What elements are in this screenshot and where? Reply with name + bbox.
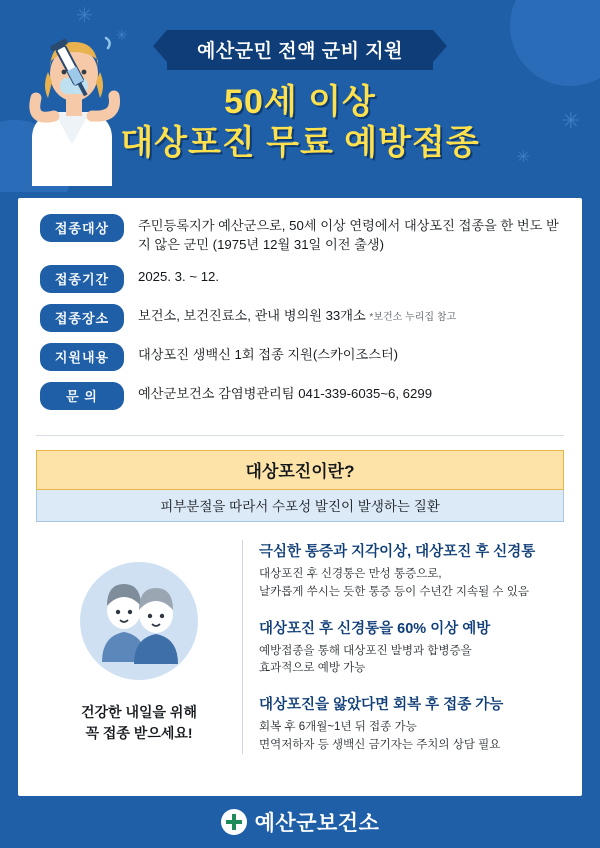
title-line-1: 50세 이상 <box>224 83 376 121</box>
info-value-location <box>124 304 560 326</box>
benefit-text <box>259 719 564 754</box>
elderly-couple-icon <box>80 562 198 680</box>
elderly-couple-illustration <box>80 562 198 680</box>
header-banner <box>0 27 600 165</box>
title-line-2: 대상포진 무료 예방접종 <box>120 124 480 163</box>
illustration-caption <box>36 702 242 743</box>
info-row <box>40 382 560 410</box>
illustration-column <box>36 540 242 754</box>
benefit-heading: 대상포진 후 신경통을 60% 이상 예방 <box>259 620 491 637</box>
section-subtitle: 피부분절을 따라서 수포성 발진이 발생하는 질환 <box>36 490 564 522</box>
section-divider <box>36 435 564 436</box>
benefit-block <box>259 540 564 601</box>
benefit-heading: 대상포진을 앓았다면 회복 후 접종 가능 <box>259 697 504 714</box>
virus-icon: ✳ <box>561 108 580 133</box>
info-row <box>40 304 560 332</box>
benefit-text-line-2: 날카롭게 쑤시는 듯한 통증 등이 수년간 지속될 수 있음 <box>259 585 529 598</box>
health-center-cross-logo-icon <box>221 809 247 835</box>
info-value-location-note: *보건소 누리집 참고 <box>369 312 457 324</box>
info-row <box>40 214 560 254</box>
info-table <box>18 198 582 429</box>
virus-icon: ✳ <box>76 5 93 27</box>
content-card <box>18 198 582 796</box>
info-label-support: 지원내용 <box>40 343 124 371</box>
benefit-text <box>259 566 564 601</box>
virus-icon: ✳ <box>516 149 530 166</box>
organization-name: 예산군보건소 <box>254 812 380 835</box>
info-value-support: 대상포진 생백신 1회 접종 지원(스카이조스터) <box>138 347 399 363</box>
info-value-location-text: 보건소, 보건진료소, 관내 병의원 33개소 <box>138 308 366 324</box>
info-value-target: 주민등록지가 예산군으로, 50세 이상 연령에서 대상포진 접종을 한 번도 받지 않은 군민 (1975년 12월 31일 이전 출생) <box>138 218 559 253</box>
benefit-text-line-2: 효과적으로 예방 가능 <box>259 662 366 675</box>
info-label-period: 접종기간 <box>40 265 124 293</box>
caption-line-2: 꼭 접종 받으세요! <box>85 724 193 741</box>
virus-icon: ✳ <box>116 27 128 43</box>
benefit-text-line-1: 예방접종을 통해 대상포진 발병과 합병증을 <box>259 644 472 657</box>
caption-line-1: 건강한 내일을 위해 <box>81 704 197 721</box>
poster-header <box>0 0 600 192</box>
info-value-period: 2025. 3. ~ 12. <box>138 269 220 285</box>
page-title <box>0 82 600 165</box>
benefit-text-line-1: 대상포진 후 신경통은 만성 통증으로, <box>259 568 442 581</box>
info-label-contact: 문 의 <box>40 382 124 410</box>
ribbon-label: 예산군민 전액 군비 지원 <box>167 30 433 70</box>
info-label-target: 접종대상 <box>40 214 124 242</box>
info-value-contact: 예산군보건소 감염병관리팀 041-339-6035~6, 6299 <box>138 386 433 402</box>
info-row <box>40 265 560 293</box>
benefit-block <box>259 693 564 754</box>
section-title: 대상포진이란? <box>36 450 564 490</box>
benefit-text-line-2: 면역저하자 등 생백신 금기자는 주치의 상담 필요 <box>259 738 501 751</box>
info-row <box>40 343 560 371</box>
benefit-block <box>259 617 564 678</box>
benefit-heading: 극심한 통증과 지각이상, 대상포진 후 신경통 <box>259 544 536 561</box>
poster-footer <box>0 796 600 848</box>
benefit-text <box>259 643 564 678</box>
benefits-column <box>242 540 564 754</box>
section-body <box>36 540 564 754</box>
benefit-text-line-1: 회복 후 6개월~1년 뒤 접종 가능 <box>259 721 417 734</box>
info-label-location: 접종장소 <box>40 304 124 332</box>
